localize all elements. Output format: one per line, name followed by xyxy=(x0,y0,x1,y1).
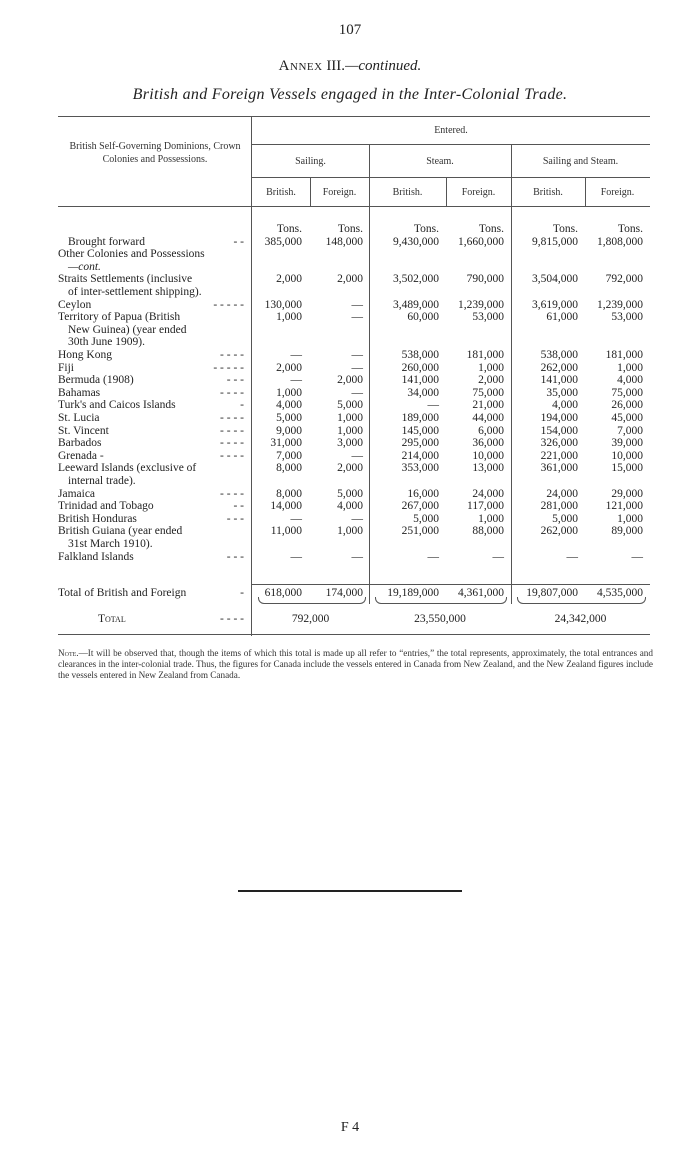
row-label-text: 31st March 1910). xyxy=(68,538,153,550)
table-cell: 60,000 xyxy=(407,311,439,324)
table-cell: 260,000 xyxy=(401,361,439,374)
leader-dots: - - - xyxy=(226,550,244,563)
row-label-text: New Guinea) (year ended xyxy=(68,323,187,336)
leader-dots: - - - - xyxy=(220,613,244,625)
sub-header-british: British. xyxy=(266,187,296,198)
row-label xyxy=(58,399,244,412)
total-cell: 4,361,000 xyxy=(458,587,504,599)
table-cell: 61,000 xyxy=(546,311,578,324)
row-label-text: Hong Kong xyxy=(58,349,112,361)
row-label xyxy=(58,450,244,463)
table-cell: 1,000 xyxy=(337,412,363,424)
table-cell: 9,000 xyxy=(276,424,302,437)
table-cell: 44,000 xyxy=(472,412,504,424)
table-cell: 141,000 xyxy=(401,374,439,387)
grand-total-label xyxy=(58,613,244,626)
table-cell: 1,000 xyxy=(478,512,504,525)
leader-dots: - - xyxy=(233,500,244,513)
table-cell: 141,000 xyxy=(540,374,578,387)
row-label-text: Territory of Papua (British xyxy=(58,311,181,324)
sub-header-foreign: Foreign. xyxy=(461,187,496,198)
brace-sailing-steam xyxy=(517,597,646,604)
grand-total-label-text: Total xyxy=(98,613,126,625)
row-label-text: St. Vincent xyxy=(58,424,109,437)
row-label xyxy=(58,425,244,438)
table-cell: — xyxy=(351,449,363,462)
grand-total-cell: 24,342,000 xyxy=(554,613,607,625)
table-cell: 214,000 xyxy=(401,449,439,462)
table-cell: 1,239,000 xyxy=(597,298,643,311)
row-label xyxy=(58,488,244,501)
leader-dots: - - - - xyxy=(220,412,244,424)
table-cell: 75,000 xyxy=(611,386,643,399)
unit-label: Tons. xyxy=(337,223,363,235)
row-label xyxy=(58,362,244,375)
table-subtitle: British and Foreign Vessels engaged in the Inter-Colonial Trade. xyxy=(132,86,568,103)
leader-dots: - - - - xyxy=(220,386,244,399)
table-cell: 26,000 xyxy=(611,399,643,412)
table-cell: 251,000 xyxy=(401,525,439,538)
table-cell: 14,000 xyxy=(270,500,302,513)
unit-label: Tons. xyxy=(552,223,578,235)
table-cell: 35,000 xyxy=(546,386,578,399)
table-cell: 5,000 xyxy=(413,512,439,525)
table-cell: 1,000 xyxy=(276,386,302,399)
table-cell: 31,000 xyxy=(270,437,302,450)
table-cell: 262,000 xyxy=(540,361,578,374)
table-cell: 130,000 xyxy=(264,298,302,311)
row-label-text: Trinidad and Tobago xyxy=(58,500,154,513)
row-label-text: Barbados xyxy=(58,437,102,450)
table-cell: 8,000 xyxy=(276,462,302,475)
leader-dots: - - - - xyxy=(220,487,244,500)
page-number: 107 xyxy=(338,22,362,38)
leader-dots: - - xyxy=(233,235,244,248)
table-cell: 10,000 xyxy=(472,449,504,462)
table-cell: 295,000 xyxy=(401,437,439,450)
annex-label: Annex xyxy=(278,58,323,74)
table-cell: 5,000 xyxy=(337,399,363,412)
row-label-text: Bermuda (1908) xyxy=(58,374,134,387)
total-cell: 4,535,000 xyxy=(597,587,643,599)
table-cell: 117,000 xyxy=(467,500,504,513)
table-cell: 2,000 xyxy=(337,374,363,387)
grand-total-cell: 792,000 xyxy=(291,613,330,625)
table-cell: 4,000 xyxy=(617,374,643,387)
table-cell: 2,000 xyxy=(276,361,302,374)
table-cell: 1,660,000 xyxy=(458,235,504,248)
table-top-rule xyxy=(58,116,650,117)
annex-heading xyxy=(0,58,700,75)
total-cell: 174,000 xyxy=(325,587,363,599)
table-cell: — xyxy=(492,550,504,563)
table-cell: 6,000 xyxy=(478,424,504,437)
table-cell: 36,000 xyxy=(472,437,504,450)
row-label xyxy=(58,324,244,337)
table-cell: — xyxy=(290,512,302,525)
total-top-rule xyxy=(252,584,650,585)
footer-signature: F 4 xyxy=(340,1120,360,1135)
sub-header-british: British. xyxy=(392,187,423,198)
table-cell: 148,000 xyxy=(325,235,363,248)
table-cell: 2,000 xyxy=(478,374,504,387)
table-cell: 9,815,000 xyxy=(532,235,578,248)
grand-total-cell: 23,550,000 xyxy=(414,613,466,625)
table-cell: 88,000 xyxy=(472,525,504,538)
row-label-text: Falkland Islands xyxy=(58,550,134,563)
row-label xyxy=(58,412,244,425)
sub-header-foreign: Foreign. xyxy=(322,187,357,198)
table-cell: 1,239,000 xyxy=(458,298,504,311)
table-cell: 154,000 xyxy=(540,424,578,437)
header-bottom-rule xyxy=(58,206,650,207)
row-label xyxy=(58,336,244,349)
table-cell: 29,000 xyxy=(611,487,643,500)
total-label xyxy=(58,587,244,600)
table-cell: 89,000 xyxy=(611,525,643,538)
brace-sailing xyxy=(258,597,366,604)
table-cell: 267,000 xyxy=(401,500,439,513)
table-cell: 7,000 xyxy=(617,424,643,437)
leader-dots: - - - - xyxy=(220,437,244,450)
table-cell: 181,000 xyxy=(605,349,643,361)
row-label xyxy=(58,551,244,564)
row-label-text: Turk's and Caicos Islands xyxy=(58,399,176,412)
row-label xyxy=(58,261,244,274)
table-cell: 326,000 xyxy=(540,437,578,450)
table-cell: 13,000 xyxy=(472,462,504,475)
row-label xyxy=(58,236,244,249)
table-cell: 2,000 xyxy=(276,273,302,286)
unit-label: Tons. xyxy=(478,223,504,235)
table-cell: 1,000 xyxy=(617,361,643,374)
table-cell: 2,000 xyxy=(337,273,363,286)
row-label-text: internal trade). xyxy=(68,475,136,487)
annex-number: III. xyxy=(326,58,346,74)
table-cell: 385,000 xyxy=(264,235,302,248)
table-cell: 53,000 xyxy=(611,311,643,324)
table-cell: 7,000 xyxy=(276,449,302,462)
unit-label: Tons. xyxy=(276,223,302,235)
table-cell: 21,000 xyxy=(472,399,504,412)
table-cell: 3,504,000 xyxy=(532,273,578,286)
table-cell: 145,000 xyxy=(401,424,439,437)
leader-dots: - - - - - xyxy=(213,361,244,374)
leader-dots: - - - xyxy=(226,512,244,525)
table-bottom-rule xyxy=(58,634,650,635)
table-cell: 538,000 xyxy=(401,349,439,361)
table-cell: 790,000 xyxy=(466,273,504,286)
row-label xyxy=(58,525,244,538)
page-end-rule xyxy=(238,890,462,892)
row-label-text: British Guiana (year ended xyxy=(58,525,183,538)
table-cell: — xyxy=(351,311,363,324)
leader-dots: - - - xyxy=(226,374,244,387)
footnote-text: —It will be observed that, though the items of which this total is made up all refer to “entries,” the total represents, approximately, the total entrances and clearances in the inter-colonial trade. Thus, the figures for Canada include the vessels entered in Canada from New Zealand, and the New Zealand figures include the vessels entered in New Zealand from Canada. xyxy=(58,648,653,680)
leader-dots: - - - - - xyxy=(213,298,244,311)
table-cell: — xyxy=(290,349,302,361)
table-cell: — xyxy=(351,298,363,311)
row-label xyxy=(58,387,244,400)
unit-label: Tons. xyxy=(413,223,439,235)
group-header-sailing-steam: Sailing and Steam. xyxy=(542,156,619,167)
table-cell: 39,000 xyxy=(611,437,643,450)
table-cell: 194,000 xyxy=(540,412,578,424)
row-label xyxy=(58,500,244,513)
total-cell: 618,000 xyxy=(264,587,302,599)
row-label-text: of inter-settlement shipping). xyxy=(68,286,202,298)
table-cell: 2,000 xyxy=(337,462,363,475)
row-label-text: Jamaica xyxy=(58,487,96,500)
row-label-text: Straits Settlements (inclusive xyxy=(58,273,193,286)
table-cell: — xyxy=(351,512,363,525)
leader-dots: - - - - xyxy=(220,424,244,437)
table-cell: 4,000 xyxy=(552,399,578,412)
table-cell: 1,000 xyxy=(276,311,302,324)
table-cell: 1,808,000 xyxy=(597,235,643,248)
row-label xyxy=(58,349,244,362)
table-cell: 792,000 xyxy=(605,273,643,286)
row-label-text: Fiji xyxy=(58,361,74,374)
table-cell: 45,000 xyxy=(611,412,643,424)
total-cell: 19,807,000 xyxy=(526,587,578,599)
row-label xyxy=(58,437,244,450)
unit-label: Tons. xyxy=(617,223,643,235)
table-cell: 9,430,000 xyxy=(393,235,439,248)
leader-dots: - xyxy=(240,399,244,412)
table-cell: 1,000 xyxy=(337,424,363,437)
row-label xyxy=(58,462,244,475)
table-cell: — xyxy=(427,550,439,563)
table-cell: 221,000 xyxy=(540,449,578,462)
row-label xyxy=(58,475,244,488)
row-label-text: Other Colonies and Possessions xyxy=(58,248,205,261)
row-label xyxy=(58,299,244,312)
table-cell: 34,000 xyxy=(407,386,439,399)
row-label-text: British Honduras xyxy=(58,512,137,525)
table-cell: — xyxy=(351,361,363,374)
table-cell: 3,489,000 xyxy=(393,298,439,311)
row-label-text: St. Lucia xyxy=(58,412,100,424)
group-header-sailing: Sailing. xyxy=(295,156,326,167)
stub-header: British Self-Governing Dominions, Crown Colonies and Possessions. xyxy=(69,141,241,165)
annex-suffix: —continued. xyxy=(345,58,422,74)
group-header-steam: Steam. xyxy=(426,156,454,167)
row-label-text: —cont. xyxy=(68,260,101,273)
row-label xyxy=(58,311,244,324)
table-cell: 3,619,000 xyxy=(532,298,578,311)
brace-steam xyxy=(375,597,507,604)
total-cell: 19,189,000 xyxy=(387,587,439,599)
row-label-text: Grenada - xyxy=(58,449,104,462)
row-label xyxy=(58,248,244,261)
leader-dots: - - - - xyxy=(220,449,244,462)
footnote xyxy=(58,648,653,681)
table-cell: — xyxy=(351,550,363,563)
table-cell: — xyxy=(566,550,578,563)
row-label xyxy=(58,286,244,299)
row-label xyxy=(58,374,244,387)
table-cell: 4,000 xyxy=(276,399,302,412)
sub-header-foreign: Foreign. xyxy=(600,187,635,198)
leader-dots: - xyxy=(240,587,244,599)
table-cell: 353,000 xyxy=(401,462,439,475)
table-cell: 1,000 xyxy=(617,512,643,525)
table-cell: 281,000 xyxy=(540,500,578,513)
table-cell: 1,000 xyxy=(337,525,363,538)
group-underline xyxy=(252,177,650,178)
table-cell: — xyxy=(631,550,643,563)
table-cell: 5,000 xyxy=(276,412,302,424)
table-cell: 8,000 xyxy=(276,487,302,500)
table-cell: 361,000 xyxy=(540,462,578,475)
total-label-text: Total of British and Foreign xyxy=(58,587,187,599)
table-cell: 1,000 xyxy=(478,361,504,374)
table-cell: 121,000 xyxy=(605,500,643,513)
table-cell: 16,000 xyxy=(407,487,439,500)
table-cell: — xyxy=(427,399,439,412)
table-cell: 181,000 xyxy=(466,349,504,361)
table-cell: 15,000 xyxy=(611,462,643,475)
sub-header-british: British. xyxy=(533,187,563,198)
footnote-lead: Note. xyxy=(58,648,79,658)
table-cell: — xyxy=(290,374,302,387)
table-cell: 24,000 xyxy=(546,487,578,500)
table-cell: — xyxy=(351,386,363,399)
table-cell: 189,000 xyxy=(401,412,439,424)
row-label xyxy=(58,513,244,526)
table-cell: — xyxy=(290,550,302,563)
row-label xyxy=(58,538,244,551)
row-label-text: 30th June 1909). xyxy=(68,336,145,349)
table-cell: 3,502,000 xyxy=(393,273,439,286)
leader-dots: - - - - xyxy=(220,349,244,361)
table-cell: 5,000 xyxy=(552,512,578,525)
table-cell: 4,000 xyxy=(337,500,363,513)
row-label-text: Brought forward xyxy=(68,235,145,248)
entered-header: Entered. xyxy=(434,125,468,136)
row-label-text: Ceylon xyxy=(58,298,92,311)
table-cell: 75,000 xyxy=(472,386,504,399)
table-cell: 262,000 xyxy=(540,525,578,538)
table-cell: 11,000 xyxy=(270,525,302,538)
table-cell: 24,000 xyxy=(472,487,504,500)
row-label-text: Bahamas xyxy=(58,386,101,399)
row-label-text: Leeward Islands (exclusive of xyxy=(58,462,197,475)
table-cell: 5,000 xyxy=(337,487,363,500)
entered-underline xyxy=(252,144,650,145)
row-label xyxy=(58,273,244,286)
table-cell: 538,000 xyxy=(540,349,578,361)
table-cell: 3,000 xyxy=(337,437,363,450)
table-cell: 10,000 xyxy=(611,449,643,462)
table-cell: 53,000 xyxy=(472,311,504,324)
table-cell: — xyxy=(351,349,363,361)
